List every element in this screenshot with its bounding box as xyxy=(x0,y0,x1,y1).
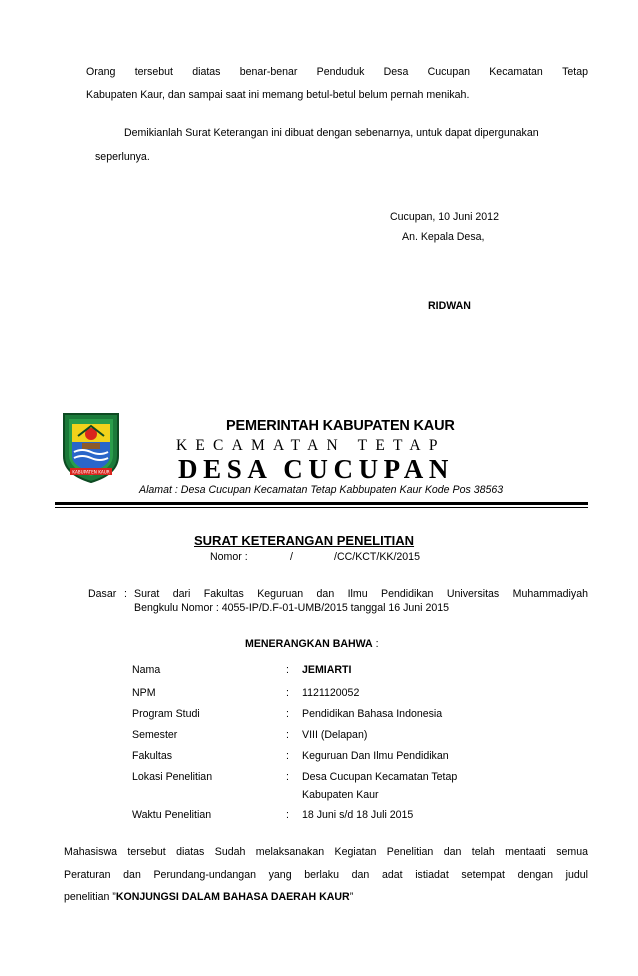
paragraph-2-line-1: Demikianlah Surat Keterangan ini dibuat dengan sebenarnya, untuk dapat dipergunakan xyxy=(124,127,539,139)
regency-logo xyxy=(58,410,124,484)
detail-row xyxy=(132,809,592,823)
detail-row xyxy=(132,687,592,701)
paragraph-1-line-2: Kabupaten Kaur, dan sampai saat ini memang betul-betul belum pernah menikah. xyxy=(86,89,470,101)
word: benar-benar xyxy=(239,66,298,78)
detail-row xyxy=(132,664,592,678)
detail-row xyxy=(132,789,592,803)
on-behalf-of: An. Kepala Desa, xyxy=(402,231,485,243)
detail-colon: : xyxy=(286,664,289,676)
svg-text:KABUPATEN KAUR: KABUPATEN KAUR xyxy=(72,469,110,475)
word: Orang xyxy=(86,66,116,78)
word: Tetap xyxy=(562,66,588,78)
word: Desa xyxy=(383,66,409,78)
detail-value: Pendidikan Bahasa Indonesia xyxy=(302,708,443,720)
detail-label: Waktu Penelitian xyxy=(132,809,212,821)
letter-number-label: Nomor : xyxy=(210,551,248,563)
detail-colon: : xyxy=(286,687,289,699)
letter-number-suffix: /CC/KCT/KK/2015 xyxy=(334,551,420,563)
detail-row xyxy=(132,771,592,785)
detail-label: Semester xyxy=(132,729,178,741)
declaration-heading xyxy=(245,638,379,650)
detail-label: Nama xyxy=(132,664,161,676)
letterhead-divider-thick xyxy=(55,502,588,505)
closing-line-3-suffix: ” xyxy=(349,891,354,903)
detail-colon: : xyxy=(286,771,289,783)
detail-value: 18 Juni s/d 18 Juli 2015 xyxy=(302,809,414,821)
detail-value: Kabupaten Kaur xyxy=(302,789,379,801)
declaration-heading-text: MENERANGKAN BAHWA xyxy=(245,638,373,650)
letterhead-village: DESA CUCUPAN xyxy=(178,454,454,484)
detail-colon: : xyxy=(286,809,289,821)
detail-label: NPM xyxy=(132,687,156,699)
closing-line-3-prefix: penelitian ” xyxy=(64,891,116,903)
closing-line-2: Peraturan dan Perundang-undangan yang berlaku dan adat istiadat setempat dengan judul xyxy=(64,869,588,881)
detail-value: 1121120052 xyxy=(302,687,360,699)
basis-line-1: Surat dari Fakultas Keguruan dan Ilmu Pendidikan Universitas Muhammadiyah xyxy=(134,588,588,600)
detail-label: Fakultas xyxy=(132,750,173,762)
detail-value: Keguruan Dan Ilmu Pendidikan xyxy=(302,750,449,762)
closing-line-3 xyxy=(64,891,353,903)
detail-value: VIII (Delapan) xyxy=(302,729,368,741)
place-date: Cucupan, 10 Juni 2012 xyxy=(390,211,499,223)
paragraph-2-line-2: seperlunya. xyxy=(95,151,150,163)
detail-row xyxy=(132,729,592,743)
research-title: KONJUNGSI DALAM BAHASA DAERAH KAUR xyxy=(115,891,350,903)
word: diatas xyxy=(192,66,221,78)
word: Penduduk xyxy=(316,66,365,78)
detail-label: Program Studi xyxy=(132,708,200,720)
word: tersebut xyxy=(134,66,173,78)
declaration-heading-colon: : xyxy=(375,638,379,650)
detail-colon: : xyxy=(286,729,289,741)
regency-emblem-icon xyxy=(58,410,124,484)
detail-value: Desa Cucupan Kecamatan Tetap xyxy=(302,771,458,783)
word: Kecamatan xyxy=(489,66,543,78)
basis-line-2: Bengkulu Nomor : 4055-IP/D.F-01-UMB/2015 tanggal 16 Juni 2015 xyxy=(134,602,450,614)
detail-row xyxy=(132,750,592,764)
detail-value: JEMIARTI xyxy=(302,664,352,676)
letter-number-slash: / xyxy=(290,551,293,563)
letterhead-government: PEMERINTAH KABUPATEN KAUR xyxy=(226,418,455,434)
paragraph-1-line-1 xyxy=(86,66,588,78)
letterhead-divider-thin xyxy=(55,507,588,508)
word: Cucupan xyxy=(427,66,470,78)
letter-title: SURAT KETERANGAN PENELITIAN xyxy=(194,533,415,548)
basis-label: Dasar xyxy=(88,588,117,600)
closing-line-1: Mahasiswa tersebut diatas Sudah melaksanakan Kegiatan Penelitian dan telah mentaati semua xyxy=(64,846,588,858)
detail-label: Lokasi Penelitian xyxy=(132,771,213,783)
basis-colon: : xyxy=(124,588,127,600)
detail-colon: : xyxy=(286,750,289,762)
detail-row xyxy=(132,708,592,722)
letterhead-district: KECAMATAN TETAP xyxy=(176,437,446,454)
letterhead-address: Alamat : Desa Cucupan Kecamatan Tetap Kabbupaten Kaur Kode Pos 38563 xyxy=(139,484,504,496)
detail-colon: : xyxy=(286,708,289,720)
signer-name: RIDWAN xyxy=(428,300,471,312)
